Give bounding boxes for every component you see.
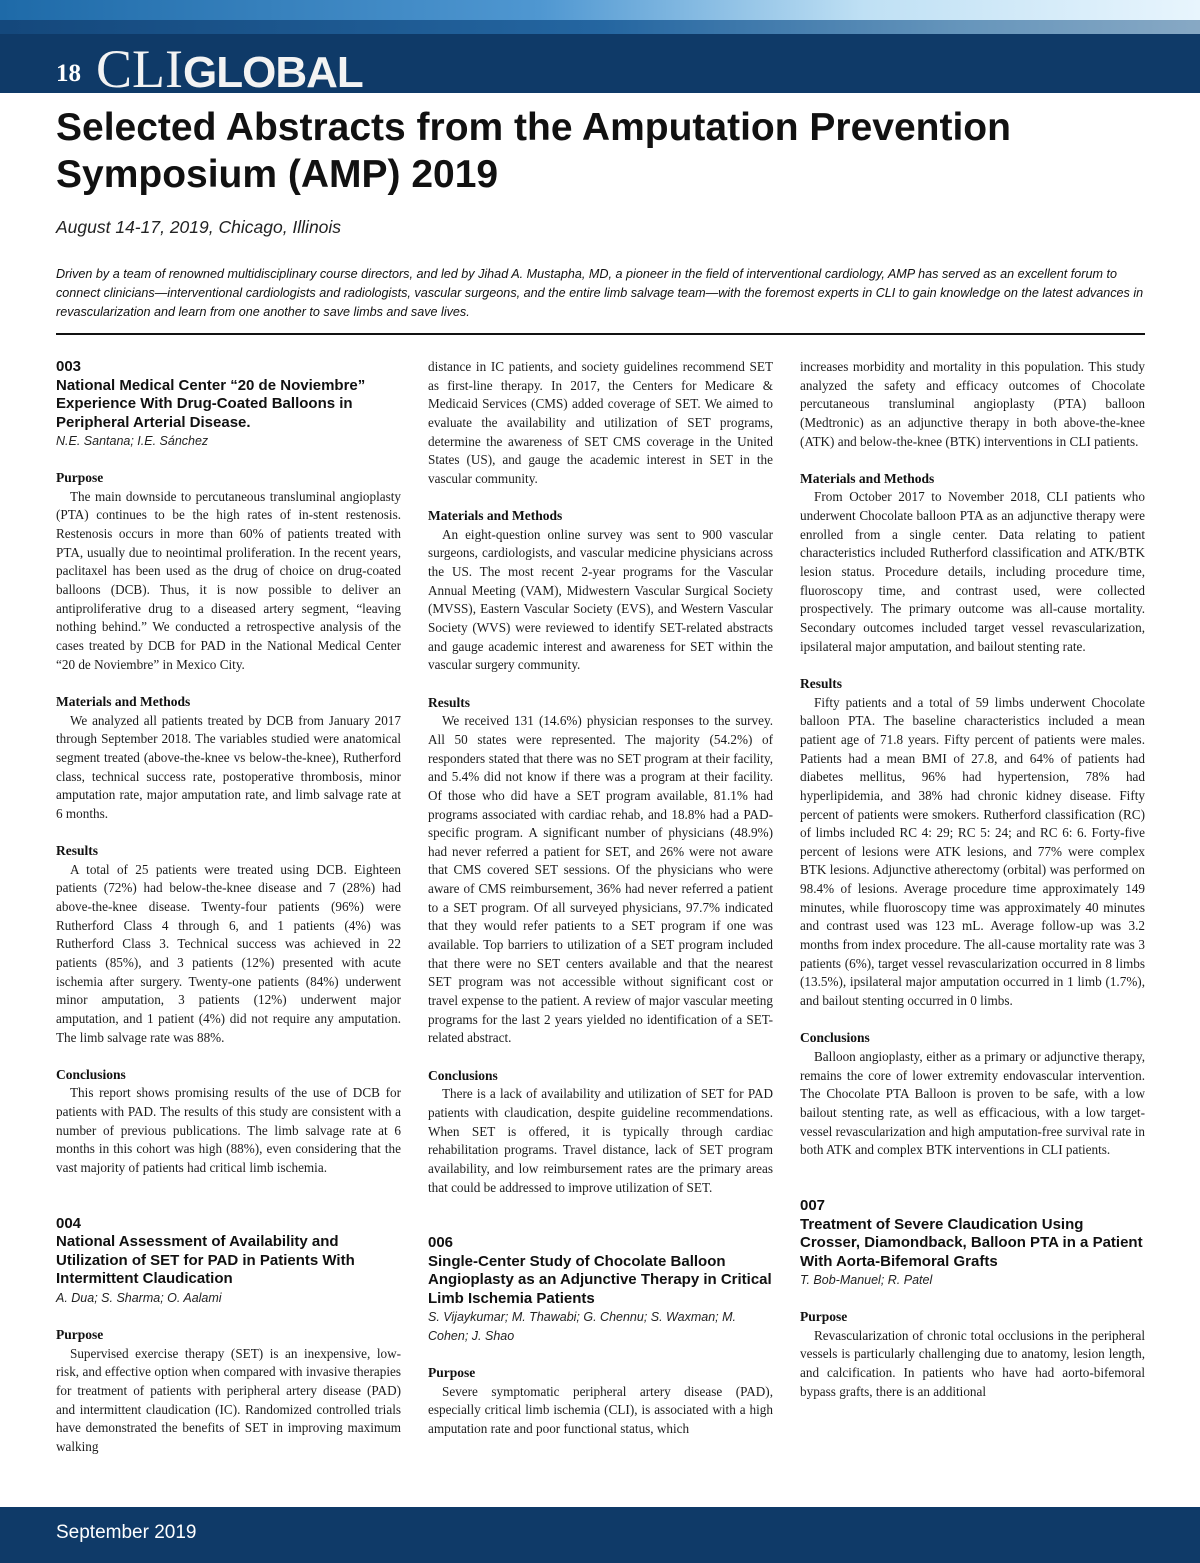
abstract-title: National Medical Center “20 de Noviembre” Experience With Drug-Coated Balloons in Peripheral Arterial Disease. [56, 376, 366, 431]
logo-global-text: GLOBAL [183, 48, 363, 93]
abstract-authors: A. Dua; S. Sharma; O. Aalami [56, 1290, 222, 1305]
body-paragraph: The main downside to percutaneous transluminal angioplasty (PTA) continues to be the high rates of in-stent restenosis. Restenosis occurs in more than 60% of patients treated with PTA, usually due to neointimal proliferation. In the recent years, paclitaxel has been used as the drug of choice on drug-coated balloons (DCB). Thus, it is now possible to deliver an antiproliferative drug to a diseased artery segment, “leaving nothing behind.” We conducted a retrospective analysis of the cases treated by DCB for PAD in the National Medical Center “20 de Noviembre” in Mexico City. [56, 488, 401, 672]
event-dateline: August 14-17, 2019, Chicago, Illinois [56, 217, 342, 237]
body-paragraph: This report shows promising results of the use of DCB for patients with PAD. The results of this study are consistent with a number of previous publications. The limb salvage rate at 6 months in this cohort was high (88%), even considering that the vast majority of patients had critical limb ischemia. [56, 1085, 401, 1176]
page-number: 18 [56, 60, 81, 87]
abstract-authors: N.E. Santana; I.E. Sánchez [56, 434, 209, 448]
page-title: Selected Abstracts from the Amputation Prevention Symposium (AMP) 2019 [56, 106, 1011, 196]
logo-cli-text: CLI [96, 39, 183, 93]
page-header [0, 0, 1200, 93]
body-paragraph: From October 2017 to November 2018, CLI patients who underwent Chocolate balloon PTA as an adjunctive therapy were enrolled from a single center. Data relating to patient characteristics included Rutherford classification and ATK/BTK lesion status. Procedure details, including procedure time, fluoroscopy time, and contrast used, were collected prospectively. The primary outcome was all-cause mortality. Secondary outcomes included target vessel revascularization, ipsilateral major amputation, and bailout stenting rate. [800, 489, 1145, 654]
page-footer [0, 1507, 1200, 1563]
body-paragraph: Fifty patients and a total of 59 limbs underwent Chocolate balloon PTA. The baseline characteristics included a mean patient age of 71.8 years. Fifty percent of patients were males. Patients had a mean BMI of 27.8, and 64% of patients had diabetes mellitus, 96% had hypertension, 78% had hyperlipidemia, and 38% had chronic kidney disease. Fifty percent of patients were smokers. Rutherford classification (RC) of limbs included RC 4: 29; RC 5: 24; and RC 6: 6. Forty-five percent of lesions were ATK lesions, and 77% were complex BTK lesions. Adjunctive atherectomy (orbital) was performed on 98.4% of lesions. Average procedure time approximately 149 minutes, while fluoroscopy time was approximately 40 minutes and contrast used was 123 mL. Average follow-up was 3.2 months from index procedure. The all-cause mortality rate was 3 patients (6%), target vessel revascularization occurred in 8 limbs (13.5%), ipsilateral major amputation occurred in 1 limb (1.7%), and bailout stenting occurred in 0 limbs. [800, 694, 1145, 1009]
abstract-title: National Assessment of Availability and Utilization of SET for PAD in Patients With Intermittent Claudication [56, 1233, 355, 1288]
abstract-title: Treatment of Severe Claudication Using Crosser, Diamondback, Balloon PTA in a Patient With Aorta-Bifemoral Grafts [800, 1215, 1143, 1270]
section-heading: Conclusions [56, 1066, 126, 1082]
abstract-authors: T. Bob-Manuel; R. Patel [800, 1273, 933, 1288]
section-heading: Results [428, 694, 471, 710]
abstract-number: 006 [428, 1234, 454, 1252]
issue-date: September 2019 [56, 1522, 197, 1543]
column-2 [428, 358, 773, 1439]
abstract-number: 004 [56, 1214, 82, 1232]
header-gradient-band-secondary [0, 20, 1200, 34]
body-paragraph: There is a lack of availability and utilization of SET for PAD patients with claudication, despite guideline recommendations. When SET is offered, it is typically through cardiac rehabilitation programs. Travel distance, lack of SET program availability, and low reimbursement rates are the primary areas that could be addressed to improve utilization of SET. [428, 1086, 773, 1195]
body-paragraph-continued: increases morbidity and mortality in this population. This study analyzed the safety and efficacy outcomes of Chocolate percutaneous transluminal angioplasty (PTA) balloon (Medtronic) as an adjunctive therapy in both above-the-knee (ATK) and below-the-knee (BTK) interventions in CLI patients. [800, 359, 1145, 449]
body-paragraph: Severe symptomatic peripheral artery disease (PAD), especially critical limb ischemia (CLI), is associated with a high amputation rate and poor functional status, which [428, 1383, 773, 1437]
column-1 [56, 358, 401, 1457]
section-heading: Conclusions [428, 1067, 498, 1083]
section-heading: Purpose [56, 470, 104, 486]
body-paragraph: An eight-question online survey was sent to 900 vascular surgeons, cardiologists, and vascular medicine physicians across the US. The most recent 2-year programs for the Vascular Annual Meeting (VAM), Midwestern Vascular Surgical Society (MVSS), Eastern Vascular Society (EVS), and Western Vascular Society (WVS) were reviewed to identify SET-related abstracts and gauge academic interest and awareness for SET within the vascular surgery community. [428, 526, 773, 673]
section-heading: Purpose [56, 1327, 104, 1343]
section-heading: Materials and Methods [800, 470, 935, 486]
body-paragraph: Balloon angioplasty, either as a primary or adjunctive therapy, remains the core of lower extremity endovascular intervention. The Chocolate PTA Balloon is proven to be safe, with a low bailout stenting rate, as well as efficacious, with a low target-vessel revascularization and high amputation-free survival rate in both ATK and complex BTK interventions in CLI patients. [800, 1048, 1145, 1158]
header-gradient-band [0, 0, 1200, 20]
intro-paragraph: Driven by a team of renowned multidisciplinary course directors, and led by Jihad A. Mustapha, MD, a pioneer in the field of interventional cardiology, AMP has served as an excellent forum to connect clinicians—interventional cardiologists and radiologists, vascular surgeons, and the entire limb salvage team—with the foremost experts in CLI to gain knowledge on the latest advances in revascularization and learn from one another to save limbs and save lives. [56, 267, 1144, 319]
cli-global-logo [96, 38, 363, 93]
abstract-number: 007 [800, 1197, 826, 1215]
section-heading: Results [800, 675, 843, 691]
section-heading: Materials and Methods [428, 508, 563, 524]
body-paragraph: We analyzed all patients treated by DCB from January 2017 through September 2018. The variables studied were anatomical segment treated (above-the-knee vs below-the-knee), Rutherford class, technical success rate, postoperative thrombosis, minor amputation rate, major amputation rate, and limb salvage rate at 6 months. [56, 712, 401, 821]
column-3 [800, 358, 1145, 1401]
section-heading: Results [56, 843, 99, 859]
section-heading: Purpose [428, 1365, 476, 1381]
body-paragraph: Revascularization of chronic total occlusions in the peripheral vessels is particularly challenging due to anatomy, lesion length, and calcification. In patients who have had aorto-bifemoral bypass grafts, there is an additional [800, 1327, 1145, 1399]
section-heading: Materials and Methods [56, 693, 191, 709]
section-divider [56, 333, 1145, 335]
body-paragraph-continued: distance in IC patients, and society guidelines recommend SET as first-line therapy. In 2017, the Centers for Medicare & Medicaid Services (CMS) added coverage of SET. We aimed to evaluate the availability and utilization of SET programs, determine the awareness of SET CMS coverage in the United States (US), and gauge the academic interest in SET in the vascular community. [428, 359, 773, 486]
body-paragraph: We received 131 (14.6%) physician responses to the survey. All 50 states were represented. The majority (54.2%) of responders stated that there was no SET program at their facility, and 5.4% did not know if there was a program at their facility. Of those who did have a SET program available, 81.1% had programs associated with cardiac rehab, and 18.8% had a PAD-specific program. A significant number of physicians (48.9%) had never referred a patient for SET, and 26% were not aware that CMS covered SET sessions. Of the physicians who were aware of CMS reimbursement, 36% had never referred a patient to a SET program. Of all surveyed physicians, 97.7% indicated that they would refer patients to a SET program if one was available. Top barriers to utilization of a SET program included that there were no SET centers available and that the nearest SET program was not accessible without significant cost or travel expense to the patient. A review of major vascular meeting programs for the last 2 years yielded no identification of a SET-related abstract. [428, 713, 773, 1046]
abstract-number: 003 [56, 358, 82, 375]
body-paragraph: Supervised exercise therapy (SET) is an inexpensive, low-risk, and effective option when compared with invasive therapies for treatment of patients with peripheral artery disease (PAD) and intermittent claudication (IC). Randomized controlled trials have demonstrated the benefits of SET in improving maximum walking [56, 1345, 401, 1454]
body-paragraph: A total of 25 patients were treated using DCB. Eighteen patients (72%) had below-the-knee disease and 7 (28%) had above-the-knee disease. Twenty-four patients (96%) were Rutherford Class 4 through 6, and 1 patients (4%) was Rutherford Class 3. Technical success was achieved in 22 patients (85%), and 3 patients (12%) presented with acute ischemia after surgery. Twenty-one patients (84%) underwent minor amputation, 3 patients (12%) underwent major amputation, and 1 patient (4%) did not require any amputation. The limb salvage rate was 88%. [56, 861, 401, 1045]
abstract-title: Single-Center Study of Chocolate Balloon Angioplasty as an Adjunctive Therapy in Critical Limb Ischemia Patients [428, 1252, 772, 1307]
section-heading: Purpose [800, 1309, 848, 1325]
abstract-authors: S. Vijaykumar; M. Thawabi; G. Chennu; S. Waxman; M. Cohen; J. Shao [428, 1310, 736, 1343]
section-heading: Conclusions [800, 1030, 870, 1046]
